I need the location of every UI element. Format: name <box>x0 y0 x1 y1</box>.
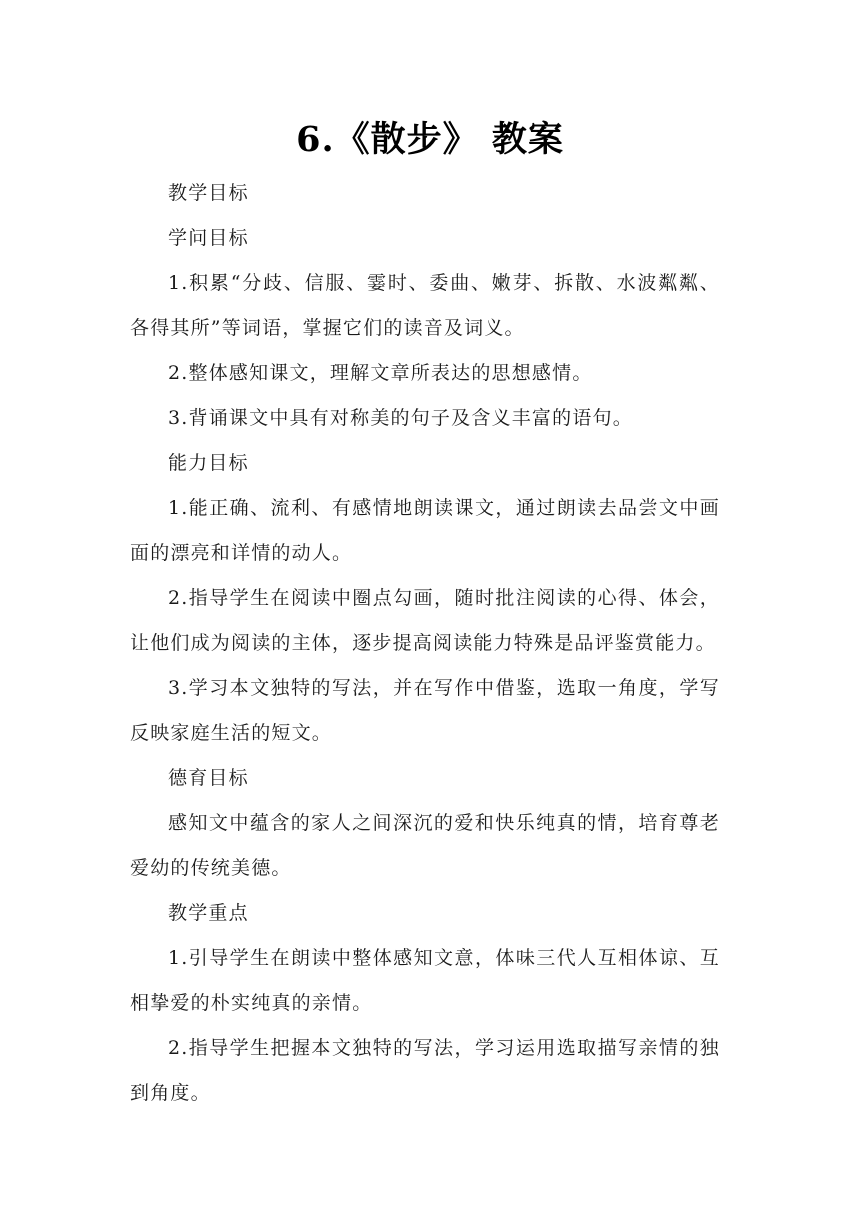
paragraph: 3.背诵课文中具有对称美的句子及含义丰富的语句。 <box>168 407 633 429</box>
paragraph: 1.引导学生在朗读中整体感知文意，体味三代人互相体谅、互相挚爱的朴实纯真的亲情。 <box>130 947 720 1014</box>
paragraph-heading-knowledge-goals: 学问目标 <box>168 227 249 249</box>
paragraph: 2.指导学生在阅读中圈点勾画，随时批注阅读的心得、体会，让他们成为阅读的主体，逐步提高阅读能力特殊是品评鉴赏能力。 <box>130 587 720 654</box>
paragraph: 3.学习本文独特的写法，并在写作中借鉴，选取一角度，学写反映家庭生活的短文。 <box>130 677 720 744</box>
paragraph: 1.积累“分歧、信服、霎时、委曲、嫩芽、拆散、水波粼粼、各得其所”等词语，掌握它们的读音及词义。 <box>130 272 720 339</box>
document-title: 6.《散步》 教案 <box>296 119 564 160</box>
paragraph-heading-ability-goals: 能力目标 <box>168 452 249 474</box>
paragraph-heading-moral-goals: 德育目标 <box>168 767 249 789</box>
paragraph-heading-teaching-goals: 教学目标 <box>168 182 249 204</box>
paragraph: 2.整体感知课文，理解文章所表达的思想感情。 <box>168 362 593 384</box>
paragraph-heading-teaching-focus: 教学重点 <box>168 902 249 924</box>
document-body <box>130 171 720 1116</box>
paragraph: 1.能正确、流利、有感情地朗读课文，通过朗读去品尝文中画面的漂亮和详情的动人。 <box>130 497 720 564</box>
paragraph: 2.指导学生把握本文独特的写法，学习运用选取描写亲情的独到角度。 <box>130 1037 720 1104</box>
paragraph: 感知文中蕴含的家人之间深沉的爱和快乐纯真的情，培育尊老爱幼的传统美德。 <box>130 812 720 879</box>
